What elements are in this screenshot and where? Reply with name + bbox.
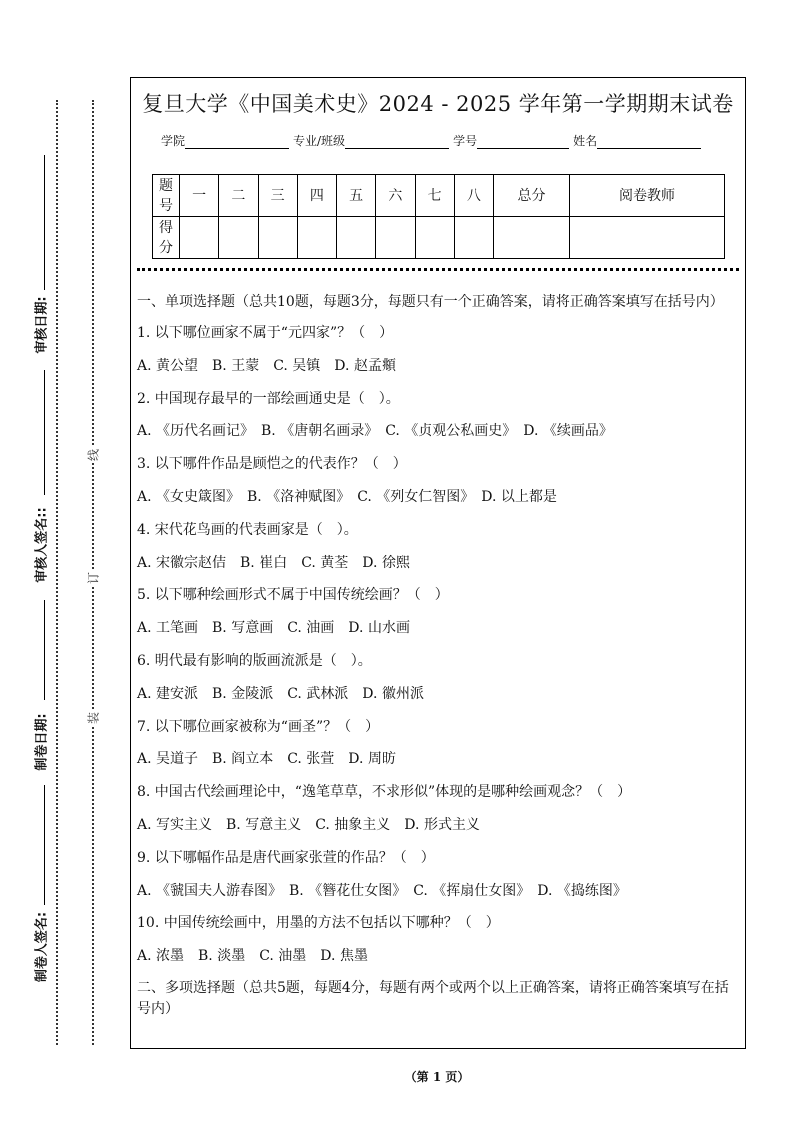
question-text: 9. 以下哪幅作品是唐代画家张萱的作品？（ ） [137, 849, 435, 866]
student-id-label: 学号 [453, 134, 478, 148]
question-text: 2. 中国现存最早的一部绘画通史是（ ）。 [137, 390, 400, 407]
question-text: 3. 以下哪件作品是顾恺之的代表作？（ ） [137, 456, 407, 473]
college-field[interactable] [185, 134, 289, 149]
table-row [153, 175, 725, 217]
score-cell[interactable] [337, 217, 376, 259]
question-text: 10. 中国传统绘画中，用墨的方法不包括以下哪种？（ ） [137, 915, 500, 932]
column-header: 三 [258, 175, 297, 217]
score-cell[interactable] [570, 217, 725, 259]
student-id-field[interactable] [477, 134, 569, 149]
answer-options: A. 《女史箴图》 B. 《洛神赋图》 C. 《列女仁智图》 D. 以上都是 [137, 488, 557, 505]
college-label: 学院 [161, 134, 186, 148]
question-list [137, 317, 741, 973]
column-header: 五 [337, 175, 376, 217]
question-text: 5. 以下哪种绘画形式不属于中国传统绘画？（ ） [137, 587, 449, 604]
dotted-divider [137, 268, 739, 271]
column-header: 四 [297, 175, 336, 217]
column-header: 阅卷教师 [570, 175, 725, 217]
reviewer-sign-label: 审核人签名:: [34, 507, 50, 583]
row-label-score: 得分 [153, 217, 180, 259]
score-cell[interactable] [180, 217, 219, 259]
column-header: 七 [415, 175, 454, 217]
reviewer-sign-line [44, 370, 45, 495]
score-cell[interactable] [297, 217, 336, 259]
answer-options: A. 黄公望 B. 王蒙 C. 吴镇 D. 赵孟頫 [137, 357, 396, 374]
major-class-label: 专业/班级 [293, 134, 346, 148]
exam-title: 复旦大学《中国美术史》2024 - 2025 学年第一学期期末试卷 [142, 92, 734, 116]
answer-options: A. 《虢国夫人游春图》 B. 《簪花仕女图》 C. 《挥扇仕女图》 D. 《捣练图》 [137, 882, 627, 899]
review-date-line [44, 155, 45, 290]
score-cell[interactable] [454, 217, 493, 259]
score-cell[interactable] [219, 217, 258, 259]
column-header: 八 [454, 175, 493, 217]
exam-questions [137, 292, 741, 1020]
row-label-question-number: 题号 [153, 175, 180, 217]
section-1-heading: 一、单项选择题（总共10题，每题3分，每题只有一个正确答案，请将正确答案填写在括号内） [137, 294, 724, 310]
binding-mark-zhuang: 装 [86, 711, 101, 725]
table-row [153, 217, 725, 259]
column-header: 六 [376, 175, 415, 217]
binding-mark-ding: 订 [86, 571, 101, 585]
make-date-line [44, 600, 45, 700]
binding-mark-xian: 线 [86, 448, 101, 462]
page-number: （第 1 页） [404, 1070, 470, 1084]
column-header: 总分 [494, 175, 570, 217]
maker-sign-label: 制卷人签名: [34, 911, 50, 983]
score-cell[interactable] [258, 217, 297, 259]
answer-options: A. 浓墨 B. 淡墨 C. 油墨 D. 焦墨 [137, 948, 368, 965]
score-table [152, 174, 725, 259]
score-cell[interactable] [415, 217, 454, 259]
question-text: 7. 以下哪位画家被称为“画圣”？（ ） [137, 718, 380, 735]
score-cell[interactable] [376, 217, 415, 259]
major-class-field[interactable] [345, 134, 449, 149]
dotted-cut-line-outer [56, 100, 58, 1045]
name-label: 姓名 [573, 134, 598, 148]
answer-options: A. 工笔画 B. 写意画 C. 油画 D. 山水画 [137, 620, 410, 637]
review-date-label: 审核日期: [34, 296, 50, 354]
question-text: 8. 中国古代绘画理论中，“逸笔草草，不求形似”体现的是哪种绘画观念？（ ） [137, 784, 632, 801]
answer-options: A. 吴道子 B. 阎立本 C. 张萱 D. 周昉 [137, 751, 396, 768]
student-info-row [161, 132, 705, 149]
make-date-label: 制卷日期: [34, 713, 50, 771]
answer-options: A. 写实主义 B. 写意主义 C. 抽象主义 D. 形式主义 [137, 816, 480, 833]
maker-sign-line [44, 785, 45, 905]
column-header: 二 [219, 175, 258, 217]
question-text: 1. 以下哪位画家不属于“元四家”？（ ） [137, 325, 394, 341]
answer-options: A. 《历代名画记》 B. 《唐朝名画录》 C. 《贞观公私画史》 D. 《续画品》 [137, 423, 613, 440]
answer-options: A. 宋徽宗赵佶 B. 崔白 C. 黄荃 D. 徐熙 [137, 554, 410, 571]
question-text: 4. 宋代花鸟画的代表画家是（ ）。 [137, 521, 358, 538]
column-header: 一 [180, 175, 219, 217]
section-2-heading: 二、多项选择题（总共5题，每题4分，每题有两个或两个以上正确答案，请将正确答案填写在括号内） [137, 979, 729, 1017]
name-field[interactable] [597, 134, 701, 149]
answer-options: A. 建安派 B. 金陵派 C. 武林派 D. 徽州派 [137, 685, 424, 702]
exam-content-frame [130, 77, 746, 1049]
question-text: 6. 明代最有影响的版画流派是（ ）。 [137, 652, 372, 669]
score-cell[interactable] [494, 217, 570, 259]
